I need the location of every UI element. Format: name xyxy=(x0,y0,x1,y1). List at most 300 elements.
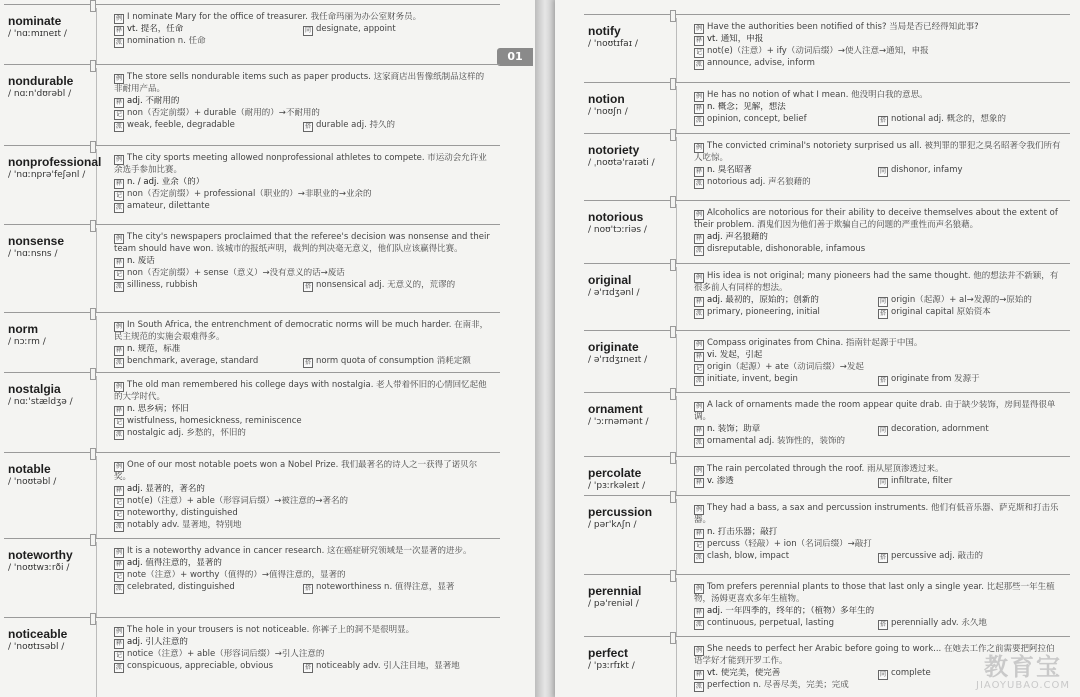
derivative: amateur, dilettante xyxy=(127,200,210,211)
phonetic: / 'noʊtəbl / xyxy=(8,477,57,487)
definition: n. 装饰；助章 xyxy=(707,423,761,434)
example-sentence: They had a bass, a sax and percussion instruments. 他们有低音乐器、萨克斯和打击乐器。 xyxy=(694,503,1059,525)
entry-body xyxy=(114,380,492,440)
phrase: nonsensical adj. 无意义的，荒谬的 xyxy=(316,279,456,290)
derivative-icon: 派 xyxy=(115,522,122,530)
entry-body xyxy=(114,625,492,673)
definition: n. 打击乐器；敲打 xyxy=(707,526,778,537)
synonym-cell xyxy=(878,165,1062,177)
phrase-icon: 搭 xyxy=(304,664,311,671)
synonyms: infiltrate, filter xyxy=(891,476,953,486)
definition-cell xyxy=(694,527,777,537)
definition: vi. 发起，引起 xyxy=(707,350,763,360)
definition-row xyxy=(114,256,492,268)
derivative: nomination n. 任命 xyxy=(127,36,206,46)
definition-row xyxy=(694,424,1062,436)
headword-block xyxy=(588,466,693,493)
example-icon: 例 xyxy=(695,506,702,513)
definition-row xyxy=(694,350,1062,362)
definition-row xyxy=(114,344,492,356)
definition: vt. 提名，任命 xyxy=(127,24,184,34)
note-icon: 记 xyxy=(115,191,122,199)
headword: ornament xyxy=(588,402,643,416)
derivative: initiate, invent, begin xyxy=(707,374,798,384)
definition: adj. 不耐用的 xyxy=(127,95,180,106)
derivative: notorious adj. 声名狼藉的 xyxy=(707,176,811,187)
definition-row xyxy=(114,484,492,496)
definition-row xyxy=(694,34,1062,46)
note-row xyxy=(114,108,492,120)
book-gutter xyxy=(535,0,555,697)
entry-body xyxy=(694,271,1062,319)
note-text: percuss（轻敲）+ ion（名词后缀）→敲打 xyxy=(707,538,872,549)
note-icon: 记 xyxy=(115,270,122,278)
entry-body xyxy=(114,460,492,532)
note-text: non（否定前缀）+ professional（职业的）→非职业的→业余的 xyxy=(127,188,372,199)
definition: v. 渗透 xyxy=(707,476,734,486)
entry-body xyxy=(694,90,1062,126)
definition-icon: 释 xyxy=(695,37,702,44)
definition-row xyxy=(114,96,492,108)
example-sentence: Compass originates from China. 指南针起源于中国。 xyxy=(707,338,923,348)
phonetic: / ə'rɪdʒɪneɪt / xyxy=(588,355,648,365)
dictionary-entry xyxy=(580,133,1070,200)
definition-cell xyxy=(114,637,188,647)
headword: notify xyxy=(588,24,621,38)
phrase: noticeably adv. 引人注目地，显著地 xyxy=(316,661,460,671)
derivative-cell xyxy=(114,428,246,438)
phrase-cell xyxy=(303,582,492,594)
example-row xyxy=(694,338,1062,350)
derivative-cell xyxy=(114,36,206,46)
example-icon: 例 xyxy=(695,585,702,592)
phrase-cell xyxy=(303,120,492,132)
example-icon: 例 xyxy=(695,403,702,410)
definition-cell xyxy=(694,165,878,177)
phrase: original capital 原始资本 xyxy=(891,306,991,317)
example-sentence: In South Africa, the entrenchment of democratic norms will be much harder. 在南非，民主规范的实施会艰难得多。 xyxy=(114,320,489,342)
phonetic: / 'pɜːrkəleɪt / xyxy=(588,481,646,491)
entry-divider xyxy=(4,372,500,373)
derivative-icon: 派 xyxy=(115,282,122,290)
definition-icon: 释 xyxy=(695,670,702,678)
definition-icon: 释 xyxy=(695,234,702,242)
headword: perennial xyxy=(588,584,642,598)
example-sentence: She needs to perfect her Arabic before going to work... 在她去工作之前需要把阿拉伯语学好才能到开罗工作。 xyxy=(694,644,1055,666)
headword: notion xyxy=(588,92,625,106)
derivative-row xyxy=(694,307,1062,319)
derivative-row xyxy=(114,280,492,292)
headword: percussion xyxy=(588,505,653,519)
example-sentence: I nominate Mary for the office of treasurer. 我任命玛丽为办公室财务员。 xyxy=(127,12,422,22)
derivative-row xyxy=(114,36,492,48)
example-icon: 例 xyxy=(115,549,122,556)
headword-block xyxy=(588,402,693,429)
derivative: opinion, concept, belief xyxy=(707,114,807,124)
phonetic: / 'ɔːrnəmənt / xyxy=(588,417,649,427)
definition: adj. 最初的，原始的；创新的 xyxy=(707,294,819,305)
derivative-row xyxy=(114,520,492,532)
definition-cell xyxy=(694,424,878,436)
definition-row xyxy=(694,295,1062,307)
synonym-cell xyxy=(303,24,492,36)
note-text: non（否定前缀）+ sense（意义）→没有意义的话→废话 xyxy=(127,267,345,278)
phrase-cell xyxy=(878,551,1062,563)
example-icon: 例 xyxy=(695,467,702,474)
definition: vt. 使完美，使完善 xyxy=(707,667,781,678)
example-row xyxy=(114,320,492,344)
dictionary-entry xyxy=(0,224,500,312)
example-icon: 例 xyxy=(115,75,122,82)
page-tab: 01 xyxy=(497,48,533,66)
derivative-icon: 派 xyxy=(695,179,702,187)
example-icon: 例 xyxy=(115,15,122,22)
synonym-cell xyxy=(878,295,1062,307)
example-row xyxy=(114,72,492,96)
phrase: percussive adj. 敲击的 xyxy=(891,550,984,561)
phonetic: / ˌnoʊtə'raɪəti / xyxy=(588,158,655,168)
dictionary-entry xyxy=(580,82,1070,133)
headword: notoriety xyxy=(588,143,640,157)
derivative-cell xyxy=(694,307,878,319)
example-row xyxy=(694,464,1062,476)
note-icon: 记 xyxy=(115,498,122,506)
example-sentence: It is a noteworthy advance in cancer research. 这在癌症研究领域是一次显著的进步。 xyxy=(127,546,472,556)
derivative: silliness, rubbish xyxy=(127,279,198,290)
synonym-icon: 同 xyxy=(879,297,886,305)
definition: adj. 声名狼藉的 xyxy=(707,231,768,242)
derivative-row xyxy=(694,436,1062,448)
derivative-cell xyxy=(694,680,849,690)
phrase: norm quota of consumption 消耗定额 xyxy=(316,355,471,366)
entry-body xyxy=(694,464,1062,488)
definition-row xyxy=(694,232,1062,244)
definition-cell xyxy=(694,232,768,242)
definition-cell xyxy=(114,558,222,568)
phrase-icon: 搭 xyxy=(879,620,886,628)
phrase-cell xyxy=(878,374,1062,386)
phrase-icon: 搭 xyxy=(879,377,886,384)
entry-body xyxy=(694,208,1062,256)
definition-icon: 释 xyxy=(695,608,702,616)
headword-block xyxy=(588,584,693,611)
example-sentence: The city sports meeting allowed nonprofessional athletes to compete. 市运动会允许业余选手参加比赛。 xyxy=(114,153,487,175)
derivative-icon: 派 xyxy=(115,39,122,46)
headword-block xyxy=(8,322,113,349)
derivative-icon: 派 xyxy=(695,117,702,124)
phrase: noteworthiness n. 值得注意，显著 xyxy=(316,582,455,592)
dictionary-entry xyxy=(580,392,1070,456)
derivative-cell xyxy=(694,436,845,446)
note-text: noteworthy, distinguished xyxy=(127,507,238,518)
phonetic: / 'noʊtɪsəbl / xyxy=(8,642,65,652)
example-row xyxy=(114,380,492,404)
entry-body xyxy=(114,232,492,292)
synonyms: complete xyxy=(891,667,931,678)
derivative: primary, pioneering, initial xyxy=(707,306,820,317)
definition-icon: 释 xyxy=(115,179,122,187)
example-row xyxy=(114,232,492,256)
phrase-icon: 搭 xyxy=(304,358,311,366)
definition: n. 废话 xyxy=(127,255,155,266)
example-row xyxy=(114,546,492,558)
definition-icon: 释 xyxy=(695,353,702,360)
definition: n. 臭名昭著 xyxy=(707,164,752,175)
note-row xyxy=(114,416,492,428)
entry-body xyxy=(114,320,492,368)
definition-cell xyxy=(694,476,878,488)
definition-icon: 释 xyxy=(115,406,122,414)
dictionary-entry xyxy=(0,452,500,538)
headword: noteworthy xyxy=(8,548,73,562)
derivative-row xyxy=(694,244,1062,256)
definition-icon: 释 xyxy=(695,529,702,537)
phrase-icon: 搭 xyxy=(879,117,886,124)
headword-block xyxy=(8,234,113,261)
definition-row xyxy=(694,527,1062,539)
derivative-row xyxy=(114,201,492,213)
example-icon: 例 xyxy=(695,25,702,32)
definition-row xyxy=(114,404,492,416)
derivative-row xyxy=(114,120,492,132)
phrase-cell xyxy=(303,356,492,368)
note-icon: 记 xyxy=(695,365,702,372)
note-row xyxy=(114,649,492,661)
derivative: celebrated, distinguished xyxy=(127,582,235,592)
entry-divider xyxy=(584,133,1070,134)
phonetic: / pə'reniəl / xyxy=(588,599,639,609)
example-icon: 例 xyxy=(695,211,702,218)
phonetic: / noʊ'tɔːriəs / xyxy=(588,225,647,235)
phonetic: / 'nɑːnsns / xyxy=(8,249,58,259)
dictionary-entry xyxy=(580,330,1070,392)
definition-cell xyxy=(694,606,874,616)
dictionary-entry xyxy=(0,538,500,617)
example-icon: 例 xyxy=(695,274,702,281)
definition-row xyxy=(694,102,1062,114)
definition-icon: 释 xyxy=(115,486,122,494)
phrase: originate from 发源于 xyxy=(891,374,980,384)
note-icon: 记 xyxy=(115,652,122,659)
headword-block xyxy=(8,627,113,654)
phrase-cell xyxy=(878,618,1062,630)
derivative-row xyxy=(694,177,1062,189)
entry-divider xyxy=(584,456,1070,457)
definition-icon: 释 xyxy=(695,105,702,112)
definition-icon: 释 xyxy=(695,297,702,305)
definition-cell xyxy=(114,404,189,414)
derivative-icon: 派 xyxy=(115,203,122,211)
derivative-cell xyxy=(114,201,210,211)
headword-block xyxy=(8,382,113,409)
note-text: note（注意）+ worthy（值得的）→值得注意的，显著的 xyxy=(127,570,346,580)
derivative-row xyxy=(114,661,492,673)
entry-divider xyxy=(4,538,500,539)
entry-body xyxy=(694,338,1062,386)
phrase: notional adj. 概念的，想象的 xyxy=(891,114,1007,124)
phrase: perennially adv. 永久地 xyxy=(891,617,987,628)
entry-divider xyxy=(4,4,500,5)
entry-body xyxy=(114,72,492,132)
phrase-cell xyxy=(878,307,1062,319)
example-sentence: The old man remembered his college days with nostalgia. 老人带着怀旧的心情回忆起他的大学时代。 xyxy=(114,380,487,402)
phonetic: / 'noʊtɪfaɪ / xyxy=(588,39,638,49)
definition-icon: 释 xyxy=(115,258,122,266)
headword-block xyxy=(588,24,693,51)
example-row xyxy=(694,141,1062,165)
entry-divider xyxy=(4,452,500,453)
note-text: not(e)（注意）+ ify（动词后缀）→使人注意→通知，申报 xyxy=(707,46,929,56)
definition-cell xyxy=(114,256,155,266)
definition: vt. 通知，申报 xyxy=(707,34,764,44)
definition-cell xyxy=(694,668,878,680)
headword-block xyxy=(588,505,693,532)
derivative-cell xyxy=(694,244,865,254)
example-icon: 例 xyxy=(115,463,122,470)
phrase-icon: 搭 xyxy=(304,282,311,290)
derivative-icon: 派 xyxy=(695,553,702,561)
derivative-cell xyxy=(114,356,303,368)
definition: adj. 显著的，著名的 xyxy=(127,483,205,494)
definition: adj. 引人注意的 xyxy=(127,637,188,647)
note-row xyxy=(114,508,492,520)
derivative-icon: 派 xyxy=(115,585,122,592)
derivative-cell xyxy=(114,520,242,530)
entry-divider xyxy=(584,495,1070,496)
headword-block xyxy=(588,646,693,673)
phrase-cell xyxy=(303,280,492,292)
derivative-icon: 派 xyxy=(695,309,702,317)
example-icon: 例 xyxy=(695,647,702,654)
example-row xyxy=(114,460,492,484)
definition-icon: 释 xyxy=(695,167,702,175)
definition-row xyxy=(114,177,492,189)
derivative-row xyxy=(694,114,1062,126)
synonym-icon: 同 xyxy=(879,479,886,486)
phrase: durable adj. 持久的 xyxy=(316,119,396,130)
example-icon: 例 xyxy=(695,341,702,348)
example-icon: 例 xyxy=(695,93,702,100)
derivative-cell xyxy=(694,374,878,386)
derivative: conspicuous, appreciable, obvious xyxy=(127,661,274,671)
synonym-cell xyxy=(878,424,1062,436)
note-row xyxy=(114,570,492,582)
phonetic: / ə'rɪdʒənl / xyxy=(588,288,640,298)
definition-icon: 释 xyxy=(115,561,122,568)
headword: noticeable xyxy=(8,627,68,641)
example-icon: 例 xyxy=(115,383,122,390)
definition-icon: 释 xyxy=(115,346,122,354)
dictionary-entry xyxy=(580,263,1070,330)
definition-row xyxy=(114,637,492,649)
derivative-cell xyxy=(694,551,878,563)
entry-body xyxy=(114,12,492,48)
example-sentence: The rain percolated through the roof. 雨从屋顶渗透过来。 xyxy=(707,464,944,474)
synonyms: designate, appoint xyxy=(316,24,396,34)
synonyms: decoration, adornment xyxy=(891,423,989,434)
derivative-icon: 派 xyxy=(115,430,122,438)
headword-block xyxy=(588,340,693,367)
derivative-row xyxy=(114,582,492,594)
derivative-icon: 派 xyxy=(115,122,122,130)
definition-icon: 释 xyxy=(115,98,122,106)
derivative: ornamental adj. 装饰性的，装饰的 xyxy=(707,435,846,446)
note-text: notice（注意）+ able（形容词后缀）→引人注意的 xyxy=(127,649,325,659)
note-icon: 记 xyxy=(695,541,702,549)
definition: n. 思乡病；怀旧 xyxy=(127,403,189,414)
definition-cell xyxy=(694,295,878,307)
entry-body xyxy=(694,22,1062,70)
note-icon: 记 xyxy=(115,573,122,580)
dictionary-entry xyxy=(580,200,1070,263)
headword-block xyxy=(8,548,113,575)
definition: adj. 值得注意的，显著的 xyxy=(127,558,222,568)
derivative: nostalgic adj. 乡愁的，怀旧的 xyxy=(127,427,246,438)
phonetic: / 'noʊtwɜːrði / xyxy=(8,563,70,573)
phonetic: / 'nɑːmɪneɪt / xyxy=(8,29,67,39)
phonetic: / 'pɜːrfɪkt / xyxy=(588,661,635,671)
derivative-icon: 派 xyxy=(695,246,702,254)
note-text: not(e)（注意）+ able（形容词后缀）→被注意的→著名的 xyxy=(127,495,349,506)
derivative-row xyxy=(694,618,1062,630)
example-row xyxy=(694,400,1062,424)
note-row xyxy=(694,46,1062,58)
definition-cell xyxy=(114,177,204,187)
dictionary-entry xyxy=(580,14,1070,82)
left-page xyxy=(0,0,535,697)
example-row xyxy=(114,12,492,24)
derivative-cell xyxy=(114,120,303,132)
synonyms: origin（起源）+ al→发源的→原始的 xyxy=(891,294,1032,305)
example-sentence: Alcoholics are notorious for their ability to deceive themselves about the extent of their problem. 酒鬼们因为他们善于欺骗自己的问题的严重性而声名狼藉。 xyxy=(694,208,1058,230)
example-row xyxy=(694,90,1062,102)
headword: nominate xyxy=(8,14,62,28)
dictionary-entry xyxy=(0,145,500,224)
derivative-row xyxy=(114,356,492,368)
entry-divider xyxy=(4,64,500,65)
example-sentence: The city's newspapers proclaimed that the referee's decision was nonsense and their team should have won. 该城市的报纸声明，裁判的判决毫无意义，他们队应该赢得比赛。 xyxy=(114,232,490,254)
note-row xyxy=(114,268,492,280)
dictionary-entry xyxy=(0,64,500,145)
derivative: clash, blow, impact xyxy=(707,550,790,561)
phonetic: / nɑːn'dʊrəbl / xyxy=(8,89,72,99)
derivative-icon: 派 xyxy=(695,438,702,446)
dictionary-entry xyxy=(0,617,500,697)
derivative-row xyxy=(694,58,1062,70)
derivative-cell xyxy=(694,618,878,630)
derivative: perfection n. 尽善尽美，完美；完成 xyxy=(707,679,849,690)
definition-row xyxy=(694,606,1062,618)
derivative-cell xyxy=(694,58,815,68)
note-icon: 记 xyxy=(695,49,702,56)
derivative: notably adv. 显著地，特别地 xyxy=(127,519,242,530)
phonetic: / nɑː'stældʒə / xyxy=(8,397,73,407)
note-row xyxy=(114,496,492,508)
headword-block xyxy=(8,462,113,489)
phrase-icon: 搭 xyxy=(879,309,886,317)
headword: perfect xyxy=(588,646,629,660)
dictionary-entry xyxy=(0,312,500,372)
headword-block xyxy=(588,143,693,170)
example-sentence: The store sells nondurable items such as paper products. 这家商店出售像纸制品这样的非耐用产品。 xyxy=(114,72,485,94)
headword-block xyxy=(8,14,113,41)
definition-icon: 释 xyxy=(115,640,122,647)
entry-body xyxy=(694,582,1062,630)
headword-block xyxy=(588,210,693,237)
dictionary-entry xyxy=(0,372,500,452)
definition: n. / adj. 业余（的） xyxy=(127,176,205,187)
headword: originate xyxy=(588,340,639,354)
